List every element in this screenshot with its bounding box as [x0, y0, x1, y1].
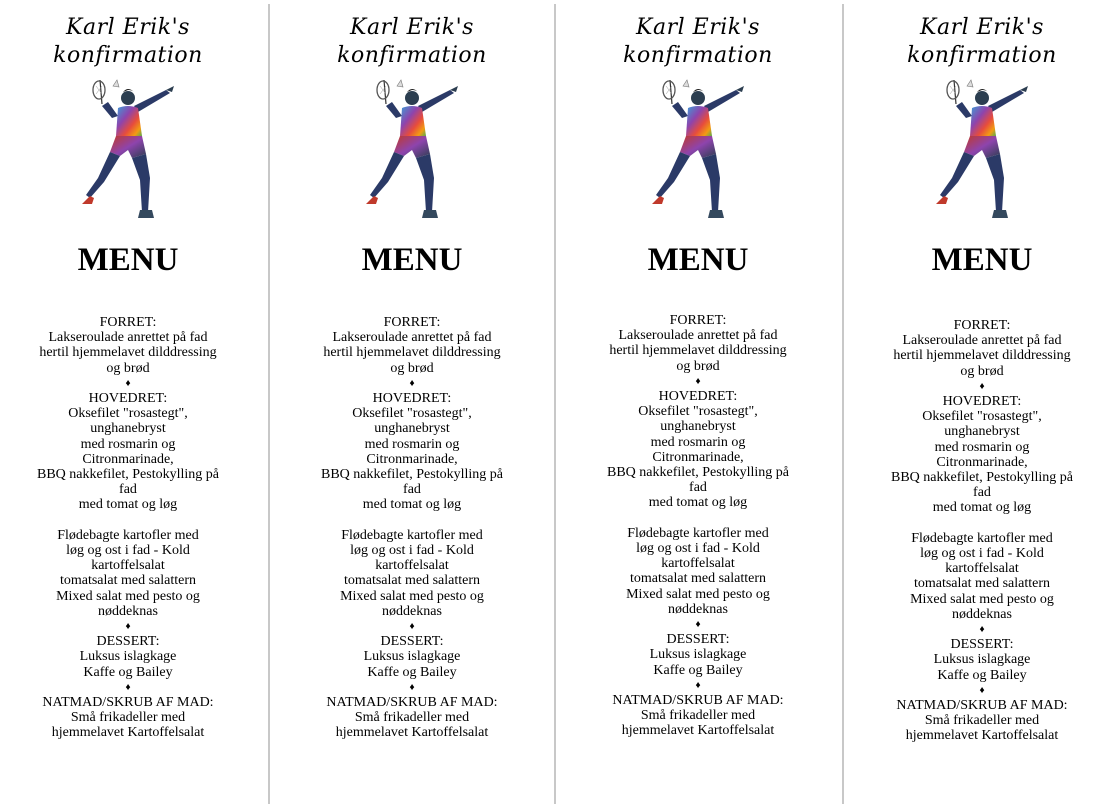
diamond-divider: ♦: [979, 624, 985, 636]
menu-heading: MENU: [647, 242, 749, 278]
section-label: DESSERT:: [380, 634, 444, 650]
menu-line: og brød: [390, 360, 434, 376]
title-line: Karl Erik's: [636, 15, 760, 40]
menu-line: Oksefilet "rosastegt",: [352, 406, 472, 422]
menu-line: Citronmarinade,: [652, 449, 744, 465]
menu-line: Lakseroulade anrettet på fad: [48, 330, 208, 346]
menu-line: Mixed salat med pesto og: [910, 591, 1054, 607]
menu-line: hjemmelavet Kartoffelsalat: [51, 725, 205, 741]
menu-line: kartoffelsalat: [661, 556, 735, 572]
menu-line: BBQ nakkefilet, Pestokylling på: [891, 470, 1073, 486]
menu-line: Kaffe og Bailey: [653, 662, 743, 678]
card-title: [598, 14, 798, 70]
menu-line: løg og ost i fad - Kold: [920, 546, 1044, 562]
menu-text: [28, 315, 228, 741]
menu-line: nøddeknas: [98, 603, 158, 619]
spacer: [28, 513, 228, 528]
menu-line: med tomat og løg: [78, 497, 178, 513]
menu-line: Lakseroulade anrettet på fad: [902, 333, 1062, 349]
menu-line: hjemmelavet Kartoffelsalat: [335, 725, 489, 741]
badminton-player-image: [640, 78, 756, 222]
menu-line: Oksefilet "rosastegt",: [68, 406, 188, 422]
badminton-player-image: [70, 78, 186, 222]
menu-line: unghanebryst: [90, 421, 166, 437]
menu-line: BBQ nakkefilet, Pestokylling på: [607, 465, 789, 481]
menu-line: Mixed salat med pesto og: [340, 588, 484, 604]
menu-line: Lakseroulade anrettet på fad: [332, 330, 492, 346]
diamond-divider: ♦: [409, 681, 415, 693]
spacer: [882, 516, 1082, 531]
menu-line: kartoffelsalat: [375, 558, 449, 574]
menu-line: med tomat og løg: [362, 497, 462, 513]
title-line: Karl Erik's: [920, 15, 1044, 40]
menu-line: unghanebryst: [944, 424, 1020, 440]
menu-line: Flødebagte kartofler med: [341, 527, 483, 543]
menu-line: Mixed salat med pesto og: [56, 588, 200, 604]
menu-line: nøddeknas: [382, 603, 442, 619]
section-label: HOVEDRET:: [658, 389, 738, 405]
diamond-divider: ♦: [409, 377, 415, 389]
diamond-divider: ♦: [409, 621, 415, 633]
diamond-divider: ♦: [125, 621, 131, 633]
menu-line: Kaffe og Bailey: [937, 667, 1027, 683]
title-line: konfirmation: [907, 43, 1057, 68]
menu-line: fad: [119, 482, 137, 498]
card-title: [882, 14, 1082, 70]
diamond-divider: ♦: [125, 681, 131, 693]
menu-line: med rosmarin og: [934, 439, 1030, 455]
menu-line: nøddeknas: [952, 606, 1012, 622]
menu-line: hjemmelavet Kartoffelsalat: [621, 723, 775, 739]
menu-heading: MENU: [361, 242, 463, 278]
menu-line: unghanebryst: [660, 419, 736, 435]
section-label: HOVEDRET:: [942, 394, 1022, 410]
menu-line: og brød: [106, 360, 150, 376]
section-label: NATMAD/SKRUB AF MAD:: [42, 695, 214, 711]
diamond-divider: ♦: [695, 619, 701, 631]
section-label: NATMAD/SKRUB AF MAD:: [326, 695, 498, 711]
menu-line: hertil hjemmelavet dilddressing: [323, 345, 501, 361]
section-label: DESSERT:: [950, 637, 1014, 653]
title-line: konfirmation: [53, 43, 203, 68]
section-label: FORRET:: [99, 315, 157, 330]
menu-line: Oksefilet "rosastegt",: [922, 409, 1042, 425]
menu-line: Små frikadeller med: [640, 708, 756, 724]
badminton-player-image: [924, 78, 1040, 222]
menu-line: unghanebryst: [374, 421, 450, 437]
menu-heading: MENU: [77, 242, 179, 278]
menu-line: Små frikadeller med: [354, 710, 470, 726]
menu-line: med rosmarin og: [650, 434, 746, 450]
column-divider: [268, 4, 270, 804]
menu-line: fad: [689, 480, 707, 496]
menu-line: BBQ nakkefilet, Pestokylling på: [37, 467, 219, 483]
section-label: NATMAD/SKRUB AF MAD:: [896, 698, 1068, 714]
menu-line: tomatsalat med salattern: [343, 573, 481, 589]
title-line: konfirmation: [337, 43, 487, 68]
menu-line: Små frikadeller med: [924, 713, 1040, 729]
menu-line: Flødebagte kartofler med: [911, 530, 1053, 546]
menu-line: Luksus islagkage: [363, 649, 461, 665]
menu-line: Citronmarinade,: [82, 451, 174, 467]
menu-line: kartoffelsalat: [945, 561, 1019, 577]
menu-line: løg og ost i fad - Kold: [350, 543, 474, 559]
title-line: Karl Erik's: [66, 15, 190, 40]
menu-line: hjemmelavet Kartoffelsalat: [905, 728, 1059, 744]
diamond-divider: ♦: [979, 380, 985, 392]
spacer: [312, 513, 512, 528]
menu-line: BBQ nakkefilet, Pestokylling på: [321, 467, 503, 483]
menu-card: [312, 0, 512, 804]
menu-line: Flødebagte kartofler med: [57, 527, 199, 543]
section-label: FORRET:: [383, 315, 441, 330]
section-label: FORRET:: [669, 313, 727, 328]
menu-line: fad: [973, 485, 991, 501]
menu-line: fad: [403, 482, 421, 498]
menu-line: Luksus islagkage: [79, 649, 177, 665]
menu-line: og brød: [960, 363, 1004, 379]
column-divider: [842, 4, 844, 804]
card-title: [312, 14, 512, 70]
menu-line: og brød: [676, 358, 720, 374]
menu-line: tomatsalat med salattern: [913, 576, 1051, 592]
section-label: NATMAD/SKRUB AF MAD:: [612, 693, 784, 709]
badminton-player-image: [354, 78, 470, 222]
menu-line: Kaffe og Bailey: [83, 664, 173, 680]
diamond-divider: ♦: [695, 375, 701, 387]
menu-line: Kaffe og Bailey: [367, 664, 457, 680]
menu-line: Luksus islagkage: [933, 652, 1031, 668]
title-line: Karl Erik's: [350, 15, 474, 40]
menu-line: Citronmarinade,: [936, 454, 1028, 470]
menu-line: Oksefilet "rosastegt",: [638, 404, 758, 420]
spacer: [598, 511, 798, 526]
menu-line: hertil hjemmelavet dilddressing: [39, 345, 217, 361]
menu-line: med rosmarin og: [80, 436, 176, 452]
menu-line: hertil hjemmelavet dilddressing: [893, 348, 1071, 364]
section-label: FORRET:: [953, 318, 1011, 333]
menu-line: Små frikadeller med: [70, 710, 186, 726]
card-title: [28, 14, 228, 70]
menu-text: [882, 318, 1082, 744]
section-label: DESSERT:: [666, 632, 730, 648]
menu-text: [312, 315, 512, 741]
menu-line: Lakseroulade anrettet på fad: [618, 328, 778, 344]
diamond-divider: ♦: [695, 679, 701, 691]
column-divider: [554, 4, 556, 804]
menu-line: løg og ost i fad - Kold: [66, 543, 190, 559]
section-label: HOVEDRET:: [372, 391, 452, 407]
diamond-divider: ♦: [125, 377, 131, 389]
diamond-divider: ♦: [979, 684, 985, 696]
menu-line: Mixed salat med pesto og: [626, 586, 770, 602]
menu-card: [28, 0, 228, 804]
menu-line: Luksus islagkage: [649, 647, 747, 663]
menu-line: nøddeknas: [668, 601, 728, 617]
menu-line: løg og ost i fad - Kold: [636, 541, 760, 557]
menu-card: [598, 0, 798, 804]
menu-line: med tomat og løg: [648, 495, 748, 511]
menu-line: Flødebagte kartofler med: [627, 525, 769, 541]
menu-line: tomatsalat med salattern: [629, 571, 767, 587]
menu-line: hertil hjemmelavet dilddressing: [609, 343, 787, 359]
menu-line: med rosmarin og: [364, 436, 460, 452]
title-line: konfirmation: [623, 43, 773, 68]
menu-line: Citronmarinade,: [366, 451, 458, 467]
menu-line: kartoffelsalat: [91, 558, 165, 574]
menu-heading: MENU: [931, 242, 1033, 278]
menu-line: tomatsalat med salattern: [59, 573, 197, 589]
section-label: DESSERT:: [96, 634, 160, 650]
menu-line: med tomat og løg: [932, 500, 1032, 516]
menu-card: [882, 0, 1082, 804]
section-label: HOVEDRET:: [88, 391, 168, 407]
menu-text: [598, 313, 798, 739]
